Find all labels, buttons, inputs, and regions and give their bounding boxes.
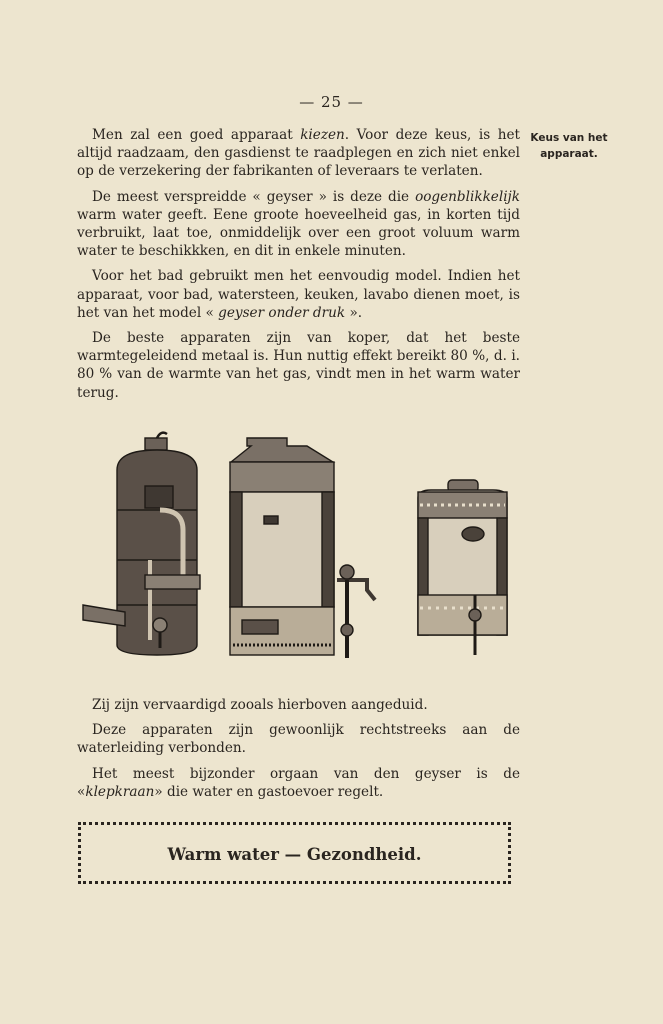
margin-note-line: Keus van het bbox=[530, 132, 608, 144]
emphasis: geyser onder druk bbox=[218, 304, 346, 321]
paragraph: Men zal een goed apparaat kiezen. Voor deze keus, is het altijd raadzaam, den gasdienst te raadplegen en zich niet enkel op de verzekering der fabrikanten of leveraars te verlaten. bbox=[77, 127, 520, 180]
paragraph: Voor het bad gebruikt men het eenvoudig model. Indien het apparaat, voor bad, watersteen, keuken, lavabo dienen moet, is het van het model « geyser onder druk ». bbox=[77, 268, 520, 321]
emphasis: kiezen bbox=[300, 127, 345, 143]
cylindrical-geyser-figure bbox=[83, 433, 200, 655]
bath-geyser-figure bbox=[418, 480, 507, 655]
frame-title: Warm water — Gezondheid. bbox=[167, 845, 422, 864]
paragraph: Het meest bijzonder orgaan van den geyser is de «klepkraan» die water en gastoevoer regelt. bbox=[77, 765, 520, 800]
bottom-text-block bbox=[77, 696, 520, 808]
emphasis: klepkraan bbox=[85, 783, 155, 800]
paragraph: Zij zijn vervaardigd zooals hierboven aangeduid. bbox=[92, 697, 428, 713]
page-number: — 25 — bbox=[299, 93, 364, 111]
paragraph: De beste apparaten zijn van koper, dat het beste warmtegeleidend metaal is. Hun nuttig effekt bereikt 80 %, d. i. 80 % van de warmte van het gas, vindt men in het warm water terug. bbox=[77, 330, 520, 401]
margin-note bbox=[523, 130, 615, 162]
top-text-block bbox=[77, 126, 520, 409]
margin-note-line: apparaat. bbox=[540, 148, 598, 160]
rectangular-geyser-figure bbox=[230, 438, 375, 658]
paragraph: Deze apparaten zijn gewoonlijk rechtstreeks aan de waterleiding verbonden. bbox=[77, 722, 520, 757]
water-heaters-illustration bbox=[75, 430, 525, 670]
emphasis: oogenblikkelijk bbox=[415, 188, 520, 205]
paragraph: De meest verspreidde « geyser » is deze die oogenblikkelijk warm water geeft. Eene groote hoeveelheid gas, in korten tijd verbruikt, laat toe, onmiddelijk over een groot voluum warm water te beschikkken, en dit in enkele minuten. bbox=[77, 188, 520, 260]
framed-slogan-box bbox=[78, 822, 511, 884]
